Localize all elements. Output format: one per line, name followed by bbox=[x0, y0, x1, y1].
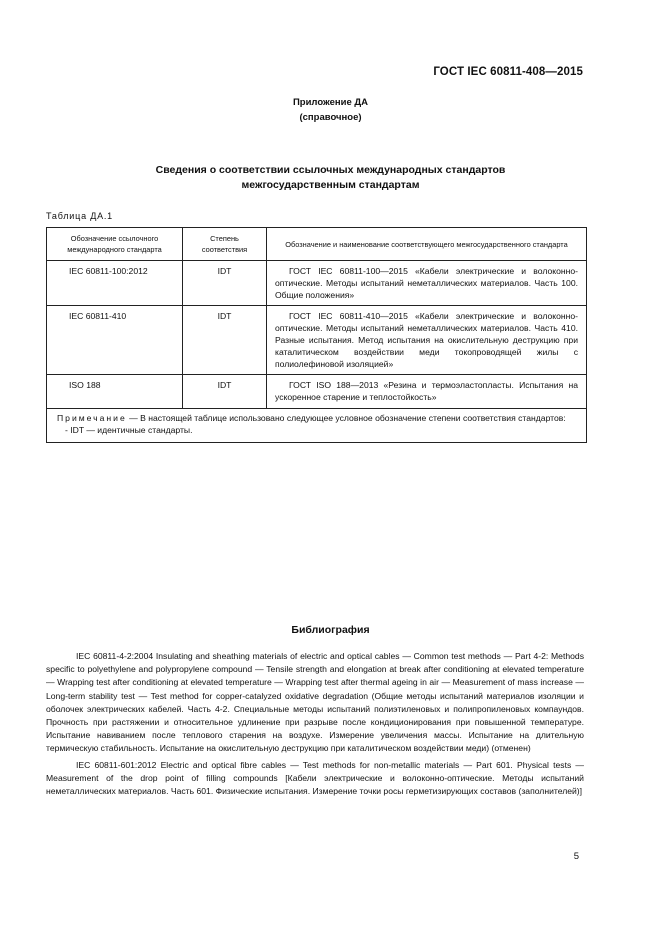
national-standard-cell bbox=[267, 261, 587, 306]
note-text: — В настоящей таблице использовано следующее условное обозначение степени соответствия стандартов: bbox=[126, 412, 566, 423]
section-title bbox=[0, 163, 661, 193]
degree-cell: IDT bbox=[183, 375, 267, 409]
annex-subtitle: (справочное) bbox=[299, 112, 362, 123]
header-degree: Степень соответствия bbox=[183, 228, 267, 261]
degree-cell: IDT bbox=[183, 306, 267, 375]
section-title-line-1: Сведения о соответствии ссылочных международных стандартов bbox=[155, 164, 506, 176]
annex-title: Приложение ДА bbox=[292, 97, 369, 108]
note-label: Примечание bbox=[57, 412, 127, 423]
table-row bbox=[47, 261, 587, 306]
table-row bbox=[47, 306, 587, 375]
bibliography-list bbox=[46, 650, 584, 801]
note-item: - IDT — идентичные стандарты. bbox=[65, 424, 193, 435]
page-number: 5 bbox=[573, 851, 579, 862]
bibliography-title: Библиография bbox=[291, 624, 370, 636]
bibliography-entry: IEC 60811-601:2012 Electric and optical fibre cables — Test methods for non-metallic materials — Part 601. Physical tests — Measurement of the drop point of filling compounds [Кабели электрические и волоконно-оптические. Методы испытаний неметаллических материалов. Часть 601. Физические испытания. Измерение точки росы герметизирующих составов (заполнителей)] bbox=[46, 759, 584, 797]
national-standard-cell bbox=[267, 375, 587, 409]
national-standard-text: ГОСТ IEC 60811-100—2015 «Кабели электрические и волоконно-оптические. Методы испытаний неметаллических материалов. Часть 100. Общие положения» bbox=[275, 266, 578, 300]
correspondence-table bbox=[46, 227, 587, 443]
header-intl-standard: Обозначение ссылочного международного стандарта bbox=[47, 228, 183, 261]
intl-standard-cell: IEC 60811-100:2012 bbox=[47, 261, 183, 306]
table-caption: Таблица ДА.1 bbox=[46, 211, 113, 221]
section-title-line-2: межгосударственным стандартам bbox=[241, 179, 420, 191]
table-note-row bbox=[47, 408, 587, 442]
standard-code: ГОСТ IEC 60811-408—2015 bbox=[433, 66, 583, 78]
national-standard-text: ГОСТ ISO 188—2013 «Резина и термоэластопласты. Испытания на ускоренное старение и теплостойкость» bbox=[275, 380, 578, 403]
intl-standard-cell: ISO 188 bbox=[47, 375, 183, 409]
national-standard-text: ГОСТ IEC 60811-410—2015 «Кабели электрические и волоконно-оптические. Методы испытаний неметаллических материалов. Часть 410. Разные испытания. Метод испытания на окислительную деструкцию при каталитическом воздействии меди токопроводящей жилы с полиолефиновой изоляцией» bbox=[275, 311, 578, 369]
bibliography-entry: IEC 60811-4-2:2004 Insulating and sheathing materials of electric and optical cables — Common test methods — Part 4-2: Methods specific to polyethylene and polypropylene compound — Tensile strength and elongation at break after conditioning at elevated temperature — Wrapping test after conditioning at elevated temperature — Wrapping test after thermal ageing in air — Measurement of mass increase — Long-term stability test — Test method for copper-catalyzed oxidative degradation (Общие методы испытаний материалов изоляции и оболочек электрических кабелей. Часть 4-2. Специальные методы испытаний полиэтиленовых и полипропиленовых компаундов. Прочность при растяжении и относительное удлинение при разрыве после кондиционирования при повышенной температуре. Испытание навиванием после теплового старения на воздухе. Измерение увеличения массы. Испытание на длительную термическую стабильность. Испытание на окислительную деструкцию при каталитическом воздействии меди) (отменен) bbox=[46, 651, 584, 754]
annex-heading bbox=[0, 95, 661, 125]
table-row bbox=[47, 375, 587, 409]
table-header-row bbox=[47, 228, 587, 261]
header-national-standard: Обозначение и наименование соответствующего межгосударственного стандарта bbox=[267, 228, 587, 261]
intl-standard-cell: IEC 60811-410 bbox=[47, 306, 183, 375]
national-standard-cell bbox=[267, 306, 587, 375]
table-note bbox=[47, 408, 587, 442]
degree-cell: IDT bbox=[183, 261, 267, 306]
